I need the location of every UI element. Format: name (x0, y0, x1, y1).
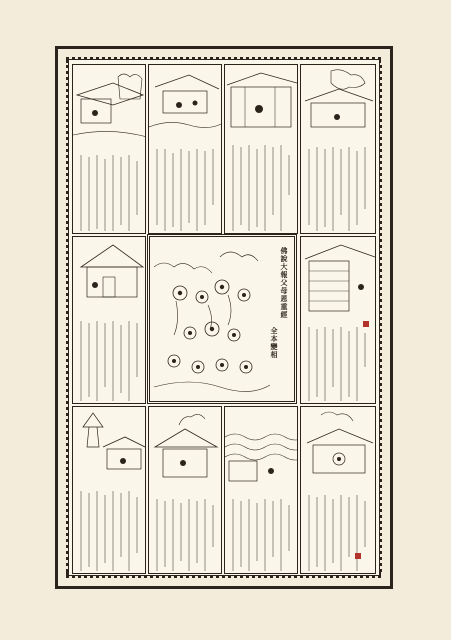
panel-8-illustration (149, 407, 222, 574)
red-seal-stamp (363, 321, 369, 327)
panel-3-illustration (225, 65, 298, 234)
panel-5 (72, 236, 146, 404)
panel-10 (300, 406, 376, 574)
panel-10-illustration (301, 407, 376, 574)
panel-1-illustration (73, 65, 146, 234)
panel-1 (72, 64, 146, 234)
red-seal-stamp-2 (355, 553, 361, 559)
central-buddha-assembly (150, 237, 294, 401)
panel-2 (148, 64, 222, 234)
panel-4-illustration (301, 65, 376, 234)
panel-6 (300, 236, 376, 404)
panel-5-illustration (73, 237, 146, 404)
panel-2-illustration (149, 65, 222, 234)
panel-7 (72, 406, 146, 574)
panel-4 (300, 64, 376, 234)
panel-7-illustration (73, 407, 146, 574)
central-title: 佛說大報父母恩重經 (280, 247, 289, 319)
central-subtitle: 全本變相 (270, 327, 279, 359)
panel-8 (148, 406, 222, 574)
panel-3 (224, 64, 298, 234)
panel-9 (224, 406, 298, 574)
center-illustration-panel (147, 234, 297, 404)
panel-9-illustration (225, 407, 298, 574)
